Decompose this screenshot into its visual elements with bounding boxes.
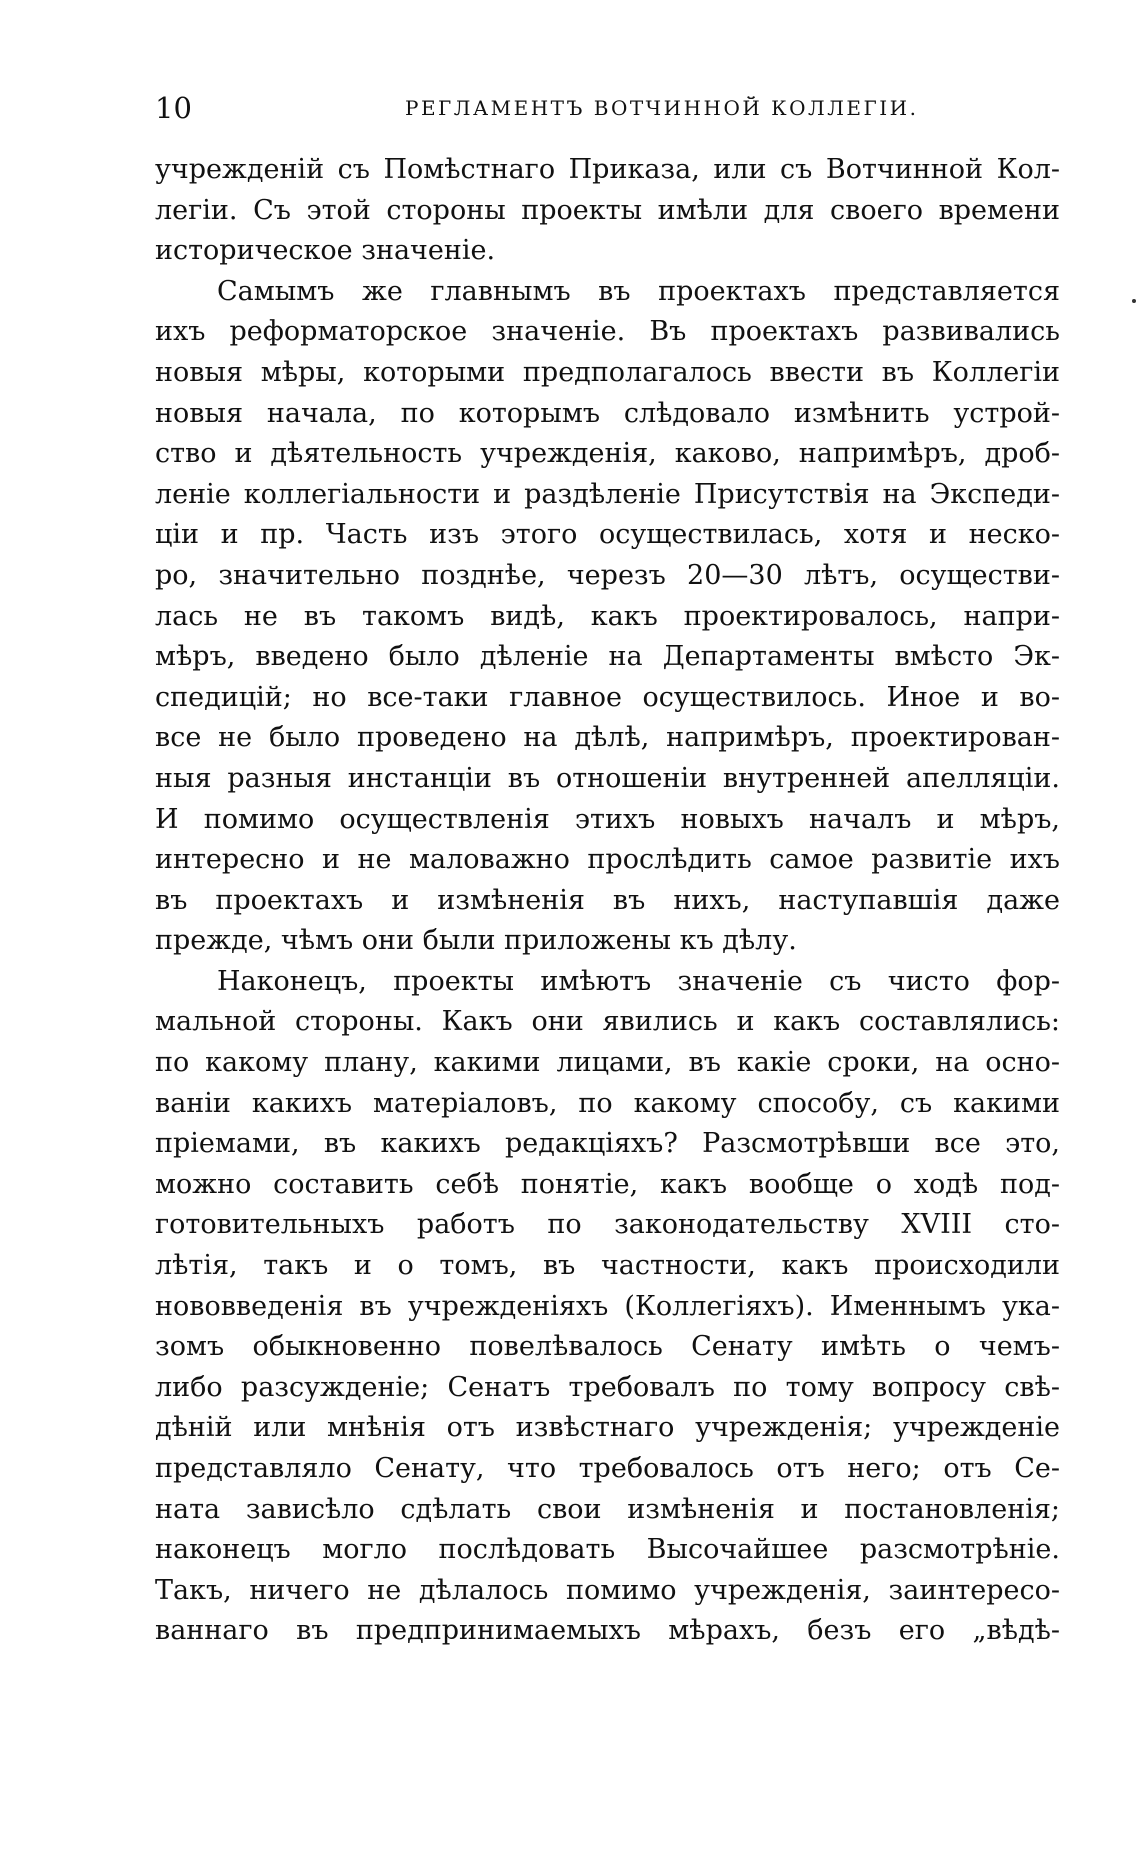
text-line: ство и дѣятельность учрежденія, каково, напримѣръ, дроб- — [155, 438, 1060, 470]
text-line: по какому плану, какими лицами, въ какіе сроки, на осно- — [155, 1047, 1060, 1079]
text-line: зомъ обыкновенно повелѣвалось Сенату имѣть о чемъ- — [155, 1331, 1060, 1363]
text-line: дѣній или мнѣнія отъ извѣстнаго учрежденія; учрежденіе — [155, 1412, 1060, 1444]
text-line: новыя начала, по которымъ слѣдовало измѣнить устрой- — [155, 397, 1060, 429]
text-line: ціи и пр. Часть изъ этого осуществилась, хотя и неско- — [155, 519, 1060, 551]
text-line: интересно и не маловажно прослѣдить самое развитіе ихъ — [155, 844, 1060, 876]
text-line: ихъ реформаторское значеніе. Въ проектахъ развивались — [155, 316, 1060, 348]
text-line: прежде, чѣмъ они были приложены къ дѣлу. — [155, 925, 797, 957]
text-line: новыя мѣры, которыми предполагалось ввести въ Коллегіи — [155, 356, 1060, 388]
running-head — [155, 88, 1060, 128]
text-line: представляло Сенату, что требовалось отъ него; отъ Се- — [155, 1453, 1060, 1484]
paragraph-2 — [155, 272, 1060, 962]
text-line: историческое значеніе. — [155, 235, 496, 267]
text-line: легіи. Съ этой стороны проекты имѣли для своего времени — [155, 194, 1060, 226]
text-line: можно составить себѣ понятіе, какъ вообще о ходѣ под- — [155, 1168, 1060, 1200]
text-line: ваніи какихъ матеріаловъ, по какому способу, съ какими — [155, 1087, 1060, 1119]
margin-speck — [1132, 299, 1136, 303]
text-line: либо разсужденіе; Сенатъ требовалъ по тому вопросу свѣ- — [155, 1371, 1060, 1403]
text-line: спедицій; но все-таки главное осуществилось. Иное и во- — [155, 681, 1060, 713]
body-text — [155, 150, 1060, 1652]
text-line: пріемами, въ какихъ редакціяхъ? Разсмотрѣвши все это, — [155, 1128, 1060, 1160]
text-line: ваннаго въ предпринимаемыхъ мѣрахъ, безъ его „вѣдѣ- — [155, 1615, 1060, 1647]
text-line: леніе коллегіальности и раздѣленіе Присутствія на Экспеди- — [155, 478, 1060, 510]
text-line: ната зависѣло сдѣлать свои измѣненія и постановленія; — [155, 1493, 1060, 1525]
text-line: ро, значительно позднѣе, черезъ 20—30 лѣтъ, осуществи- — [155, 559, 1060, 591]
text-line: Наконецъ, проекты имѣютъ значеніе съ чисто фор- — [217, 965, 1060, 997]
page-number: 10 — [155, 91, 192, 125]
text-line: готовительныхъ работъ по законодательству XVIII сто- — [155, 1209, 1060, 1241]
text-line: ныя разныя инстанціи въ отношеніи внутренней апелляціи. — [155, 762, 1060, 794]
text-line: нововведенія въ учрежденіяхъ (Коллегіяхъ). Именнымъ ука- — [155, 1290, 1060, 1322]
paragraph-1 — [155, 150, 1060, 272]
text-line: Такъ, ничего не дѣлалось помимо учрежденія, заинтересо- — [155, 1574, 1060, 1606]
text-line: учрежденій съ Помѣстнаго Приказа, или съ Вотчинной Кол- — [155, 154, 1060, 185]
text-line: лась не въ такомъ видѣ, какъ проектировалось, напри- — [155, 600, 1060, 632]
paragraph-3 — [155, 962, 1060, 1652]
text-line: Самымъ же главнымъ въ проектахъ представляется — [217, 275, 1060, 307]
text-line: въ проектахъ и измѣненія въ нихъ, наступавшія даже — [155, 884, 1060, 916]
text-line: мальной стороны. Какъ они явились и какъ составлялись: — [155, 1006, 1060, 1038]
text-line: наконецъ могло послѣдовать Высочайшее разсмотрѣніе. — [155, 1534, 1060, 1566]
text-line: лѣтія, такъ и о томъ, въ частности, какъ происходили — [155, 1250, 1060, 1282]
text-line: мѣръ, введено было дѣленіе на Департаменты вмѣсто Эк- — [155, 641, 1060, 673]
text-line: все не было проведено на дѣлѣ, напримѣръ, проектирован- — [155, 722, 1060, 754]
running-title: РЕГЛАМЕНТЪ ВОТЧИННОЙ КОЛЛЕГІИ. — [405, 96, 919, 120]
text-line: И помимо осуществленія этихъ новыхъ началъ и мѣръ, — [155, 803, 1060, 835]
